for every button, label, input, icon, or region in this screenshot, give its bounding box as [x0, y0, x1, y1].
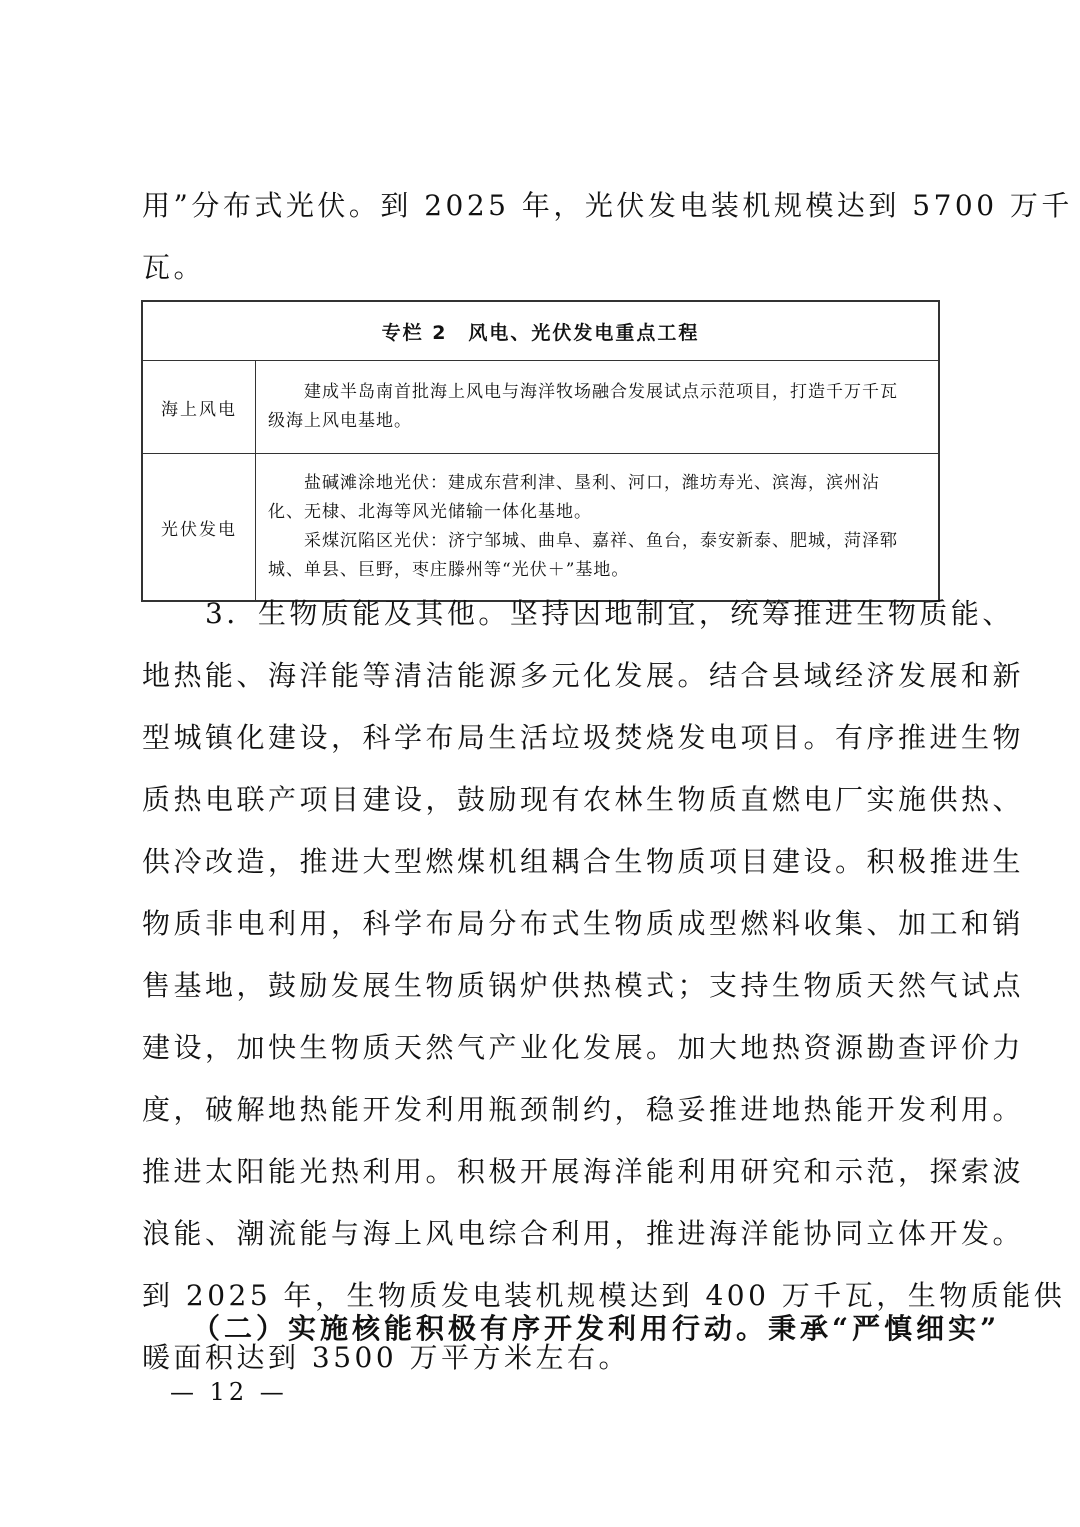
text-line: 型城镇化建设，科学布局生活垃圾焚烧发电项目。有序推进生物 — [142, 721, 1025, 754]
page-number: — 12 — — [170, 1378, 288, 1406]
text-line: 级海上风电基地。 — [268, 411, 412, 431]
text-line: 用”分布式光伏。到 2025 年，光伏发电装机规模达到 5700 万千 — [142, 189, 1073, 222]
text-line: 供冷改造，推进大型燃煤机组耦合生物质项目建设。积极推进生 — [142, 845, 1025, 878]
text-line: 暖面积达到 3500 万平方米左右。 — [142, 1341, 631, 1374]
text-line: 建设，加快生物质天然气产业化发展。加大地热资源勘查评价力 — [142, 1031, 1025, 1064]
text-line: 盐碱滩涂地光伏：建成东营利津、垦利、河口，潍坊寿光、滨海，滨州沾 — [268, 473, 880, 493]
text-line: 到 2025 年，生物质发电装机规模达到 400 万千瓦，生物质能供 — [142, 1279, 1066, 1312]
biomass-paragraph — [142, 583, 1066, 1389]
text-line: 建成半岛南首批海上风电与海洋牧场融合发展试点示范项目，打造千万千瓦 — [268, 382, 898, 402]
text-line: 质热电联产项目建设，鼓励现有农林生物质直燃电厂实施供热、 — [142, 783, 1025, 816]
text-line: 度，破解地热能开发利用瓶颈制约，稳妥推进地热能开发利用。 — [142, 1093, 1025, 1126]
intro-paragraph — [142, 175, 1073, 299]
text-line: 3．生物质能及其他。坚持因地制宜，统筹推进生物质能、 — [142, 597, 1014, 630]
table-row — [142, 454, 939, 602]
text-line: 采煤沉陷区光伏：济宁邹城、曲阜、嘉祥、鱼台，泰安新泰、肥城，菏泽郓 — [268, 531, 898, 551]
box-title: 专栏 2 风电、光伏发电重点工程 — [142, 301, 939, 361]
table-row — [142, 361, 939, 454]
category-cell: 光伏发电 — [142, 454, 256, 602]
text-line: （二）实施核能积极有序开发利用行动。秉承“严慎细实” — [142, 1312, 1001, 1345]
description-cell — [256, 361, 940, 454]
text-line: 地热能、海洋能等清洁能源多元化发展。结合县域经济发展和新 — [142, 659, 1025, 692]
feature-box-table — [141, 300, 940, 602]
section-heading — [142, 1298, 1001, 1360]
text-line: 物质非电利用，科学布局分布式生物质成型燃料收集、加工和销 — [142, 907, 1025, 940]
text-line: 城、单县、巨野，枣庄滕州等“光伏＋”基地。 — [268, 560, 630, 580]
text-line: 化、无棣、北海等风光储输一体化基地。 — [268, 502, 592, 522]
category-cell: 海上风电 — [142, 361, 256, 454]
description-cell — [256, 454, 940, 602]
text-line: 推进太阳能光热利用。积极开展海洋能利用研究和示范，探索波 — [142, 1155, 1025, 1188]
text-line: 瓦。 — [142, 251, 206, 284]
text-line: 售基地，鼓励发展生物质锅炉供热模式；支持生物质天然气试点 — [142, 969, 1025, 1002]
text-line: 浪能、潮流能与海上风电综合利用，推进海洋能协同立体开发。 — [142, 1217, 1025, 1250]
